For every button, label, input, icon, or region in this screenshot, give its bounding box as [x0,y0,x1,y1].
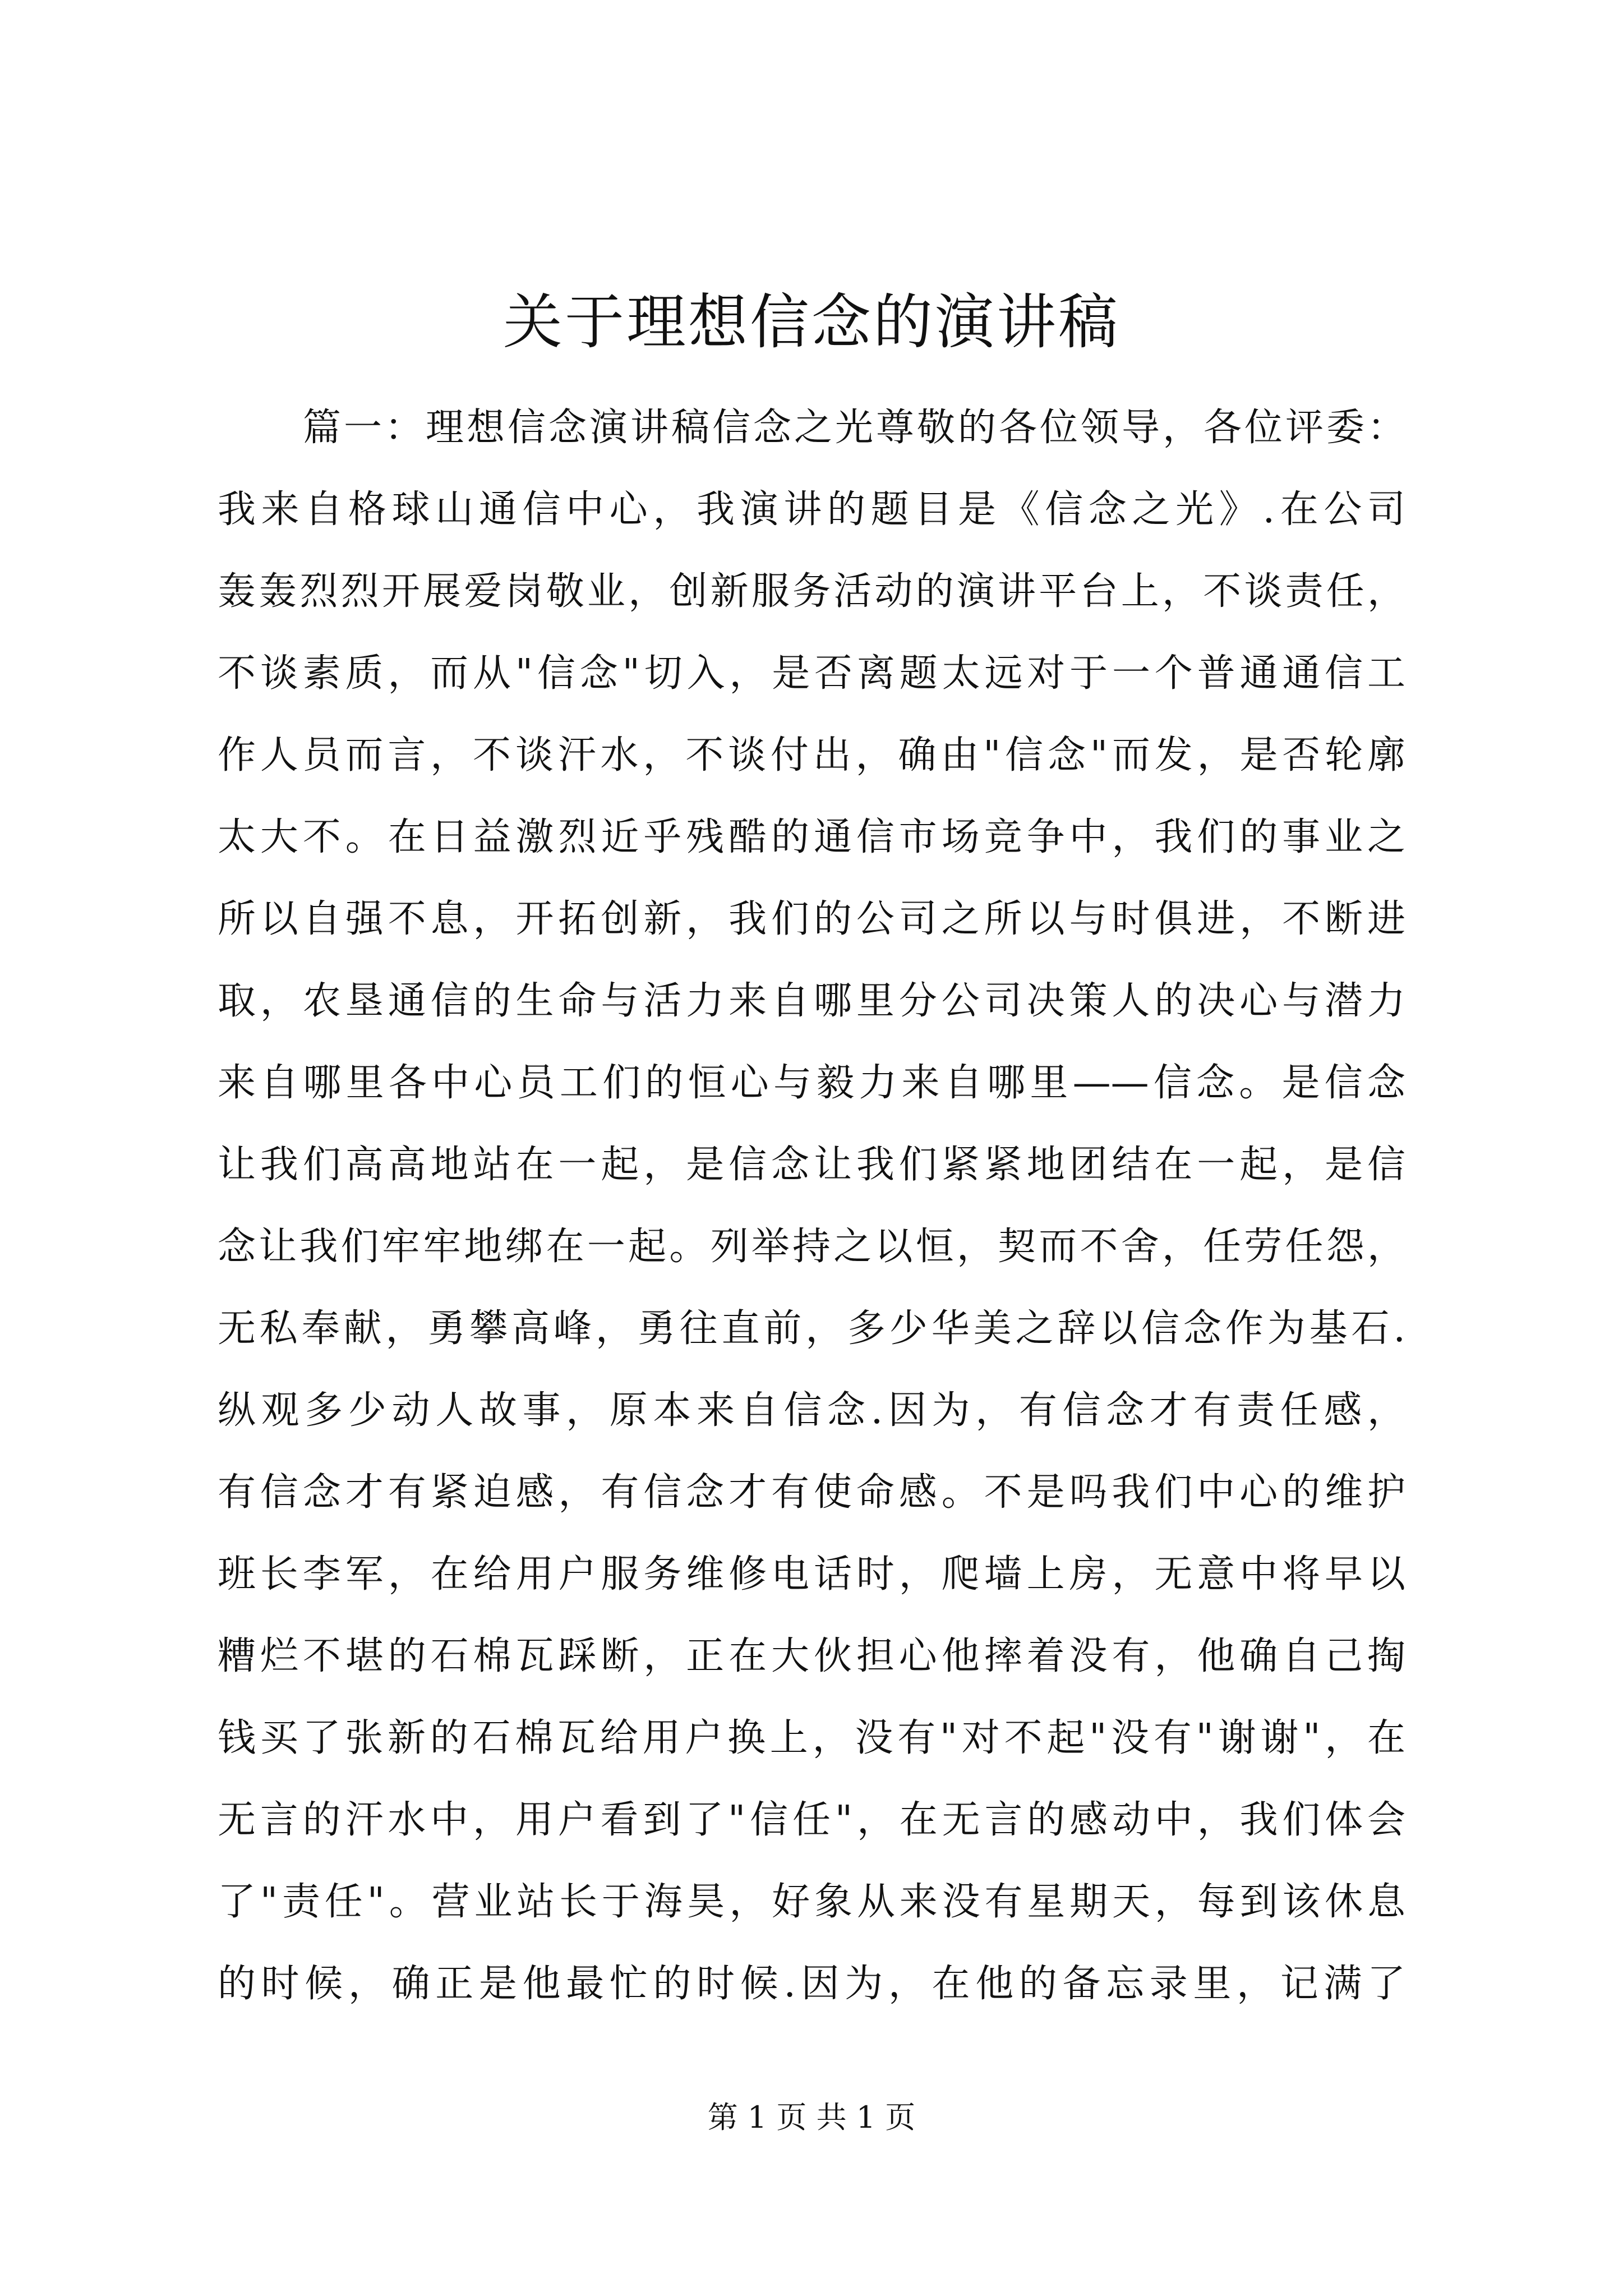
document-title: 关于理想信念的演讲稿 [503,288,1120,357]
body-text-line: 班长李军，在给用户服务维修电话时，爬墙上房，无意中将早以 [218,1552,1405,1596]
body-text-line: 念让我们牢牢地绑在一起。列举持之以恒，契而不舍，任劳任怨， [218,1225,1405,1269]
body-text-line: 纵观多少动人故事，原本来自信念.因为，有信念才有责任感， [218,1388,1405,1433]
body-text-line: 太大不。在日益激烈近乎残酷的通信市场竞争中，我们的事业之 [218,815,1405,859]
body-text-line: 取，农垦通信的生命与活力来自哪里分公司决策人的决心与潜力 [218,979,1405,1023]
page-number-footer: 第 1 页 共 1 页 [707,2100,916,2135]
body-text-line: 来自哪里各中心员工们的恒心与毅力来自哪里——信念。是信念 [218,1061,1405,1105]
body-text-line: 糟烂不堪的石棉瓦踩断，正在大伙担心他摔着没有，他确自己掏 [218,1634,1405,1678]
body-text-line: 让我们高高地站在一起，是信念让我们紧紧地团结在一起，是信 [218,1143,1405,1187]
body-text-line: 作人员而言，不谈汗水，不谈付出，确由"信念"而发，是否轮廓 [218,733,1405,777]
body-text-line: 有信念才有紧迫感，有信念才有使命感。不是吗我们中心的维护 [218,1470,1405,1515]
document-body [218,387,1405,2025]
body-text-line: 了"责任"。营业站长于海昊，好象从来没有星期天，每到该休息 [218,1880,1405,1924]
body-text-line: 不谈素质，而从"信念"切入，是否离题太远对于一个普通通信工 [218,651,1405,696]
body-text-line: 无私奉献，勇攀高峰，勇往直前，多少华美之辞以信念作为基石. [218,1306,1405,1351]
body-text-line: 钱买了张新的石棉瓦给用户换上，没有"对不起"没有"谢谢"，在 [218,1716,1405,1760]
body-text-line: 无言的汗水中，用户看到了"信任"，在无言的感动中，我们体会 [218,1798,1405,1842]
body-text-line: 所以自强不息，开拓创新，我们的公司之所以与时俱进，不断进 [218,897,1405,941]
body-text-line: 轰轰烈烈开展爱岗敬业，创新服务活动的演讲平台上，不谈责任， [218,569,1405,614]
body-text-line: 我来自格球山通信中心，我演讲的题目是《信念之光》.在公司 [218,487,1405,532]
body-text-line: 篇一：理想信念演讲稿信念之光尊敬的各位领导，各位评委： [303,406,1405,450]
body-text-line: 的时候，确正是他最忙的时候.因为，在他的备忘录里，记满了 [218,1962,1405,2006]
